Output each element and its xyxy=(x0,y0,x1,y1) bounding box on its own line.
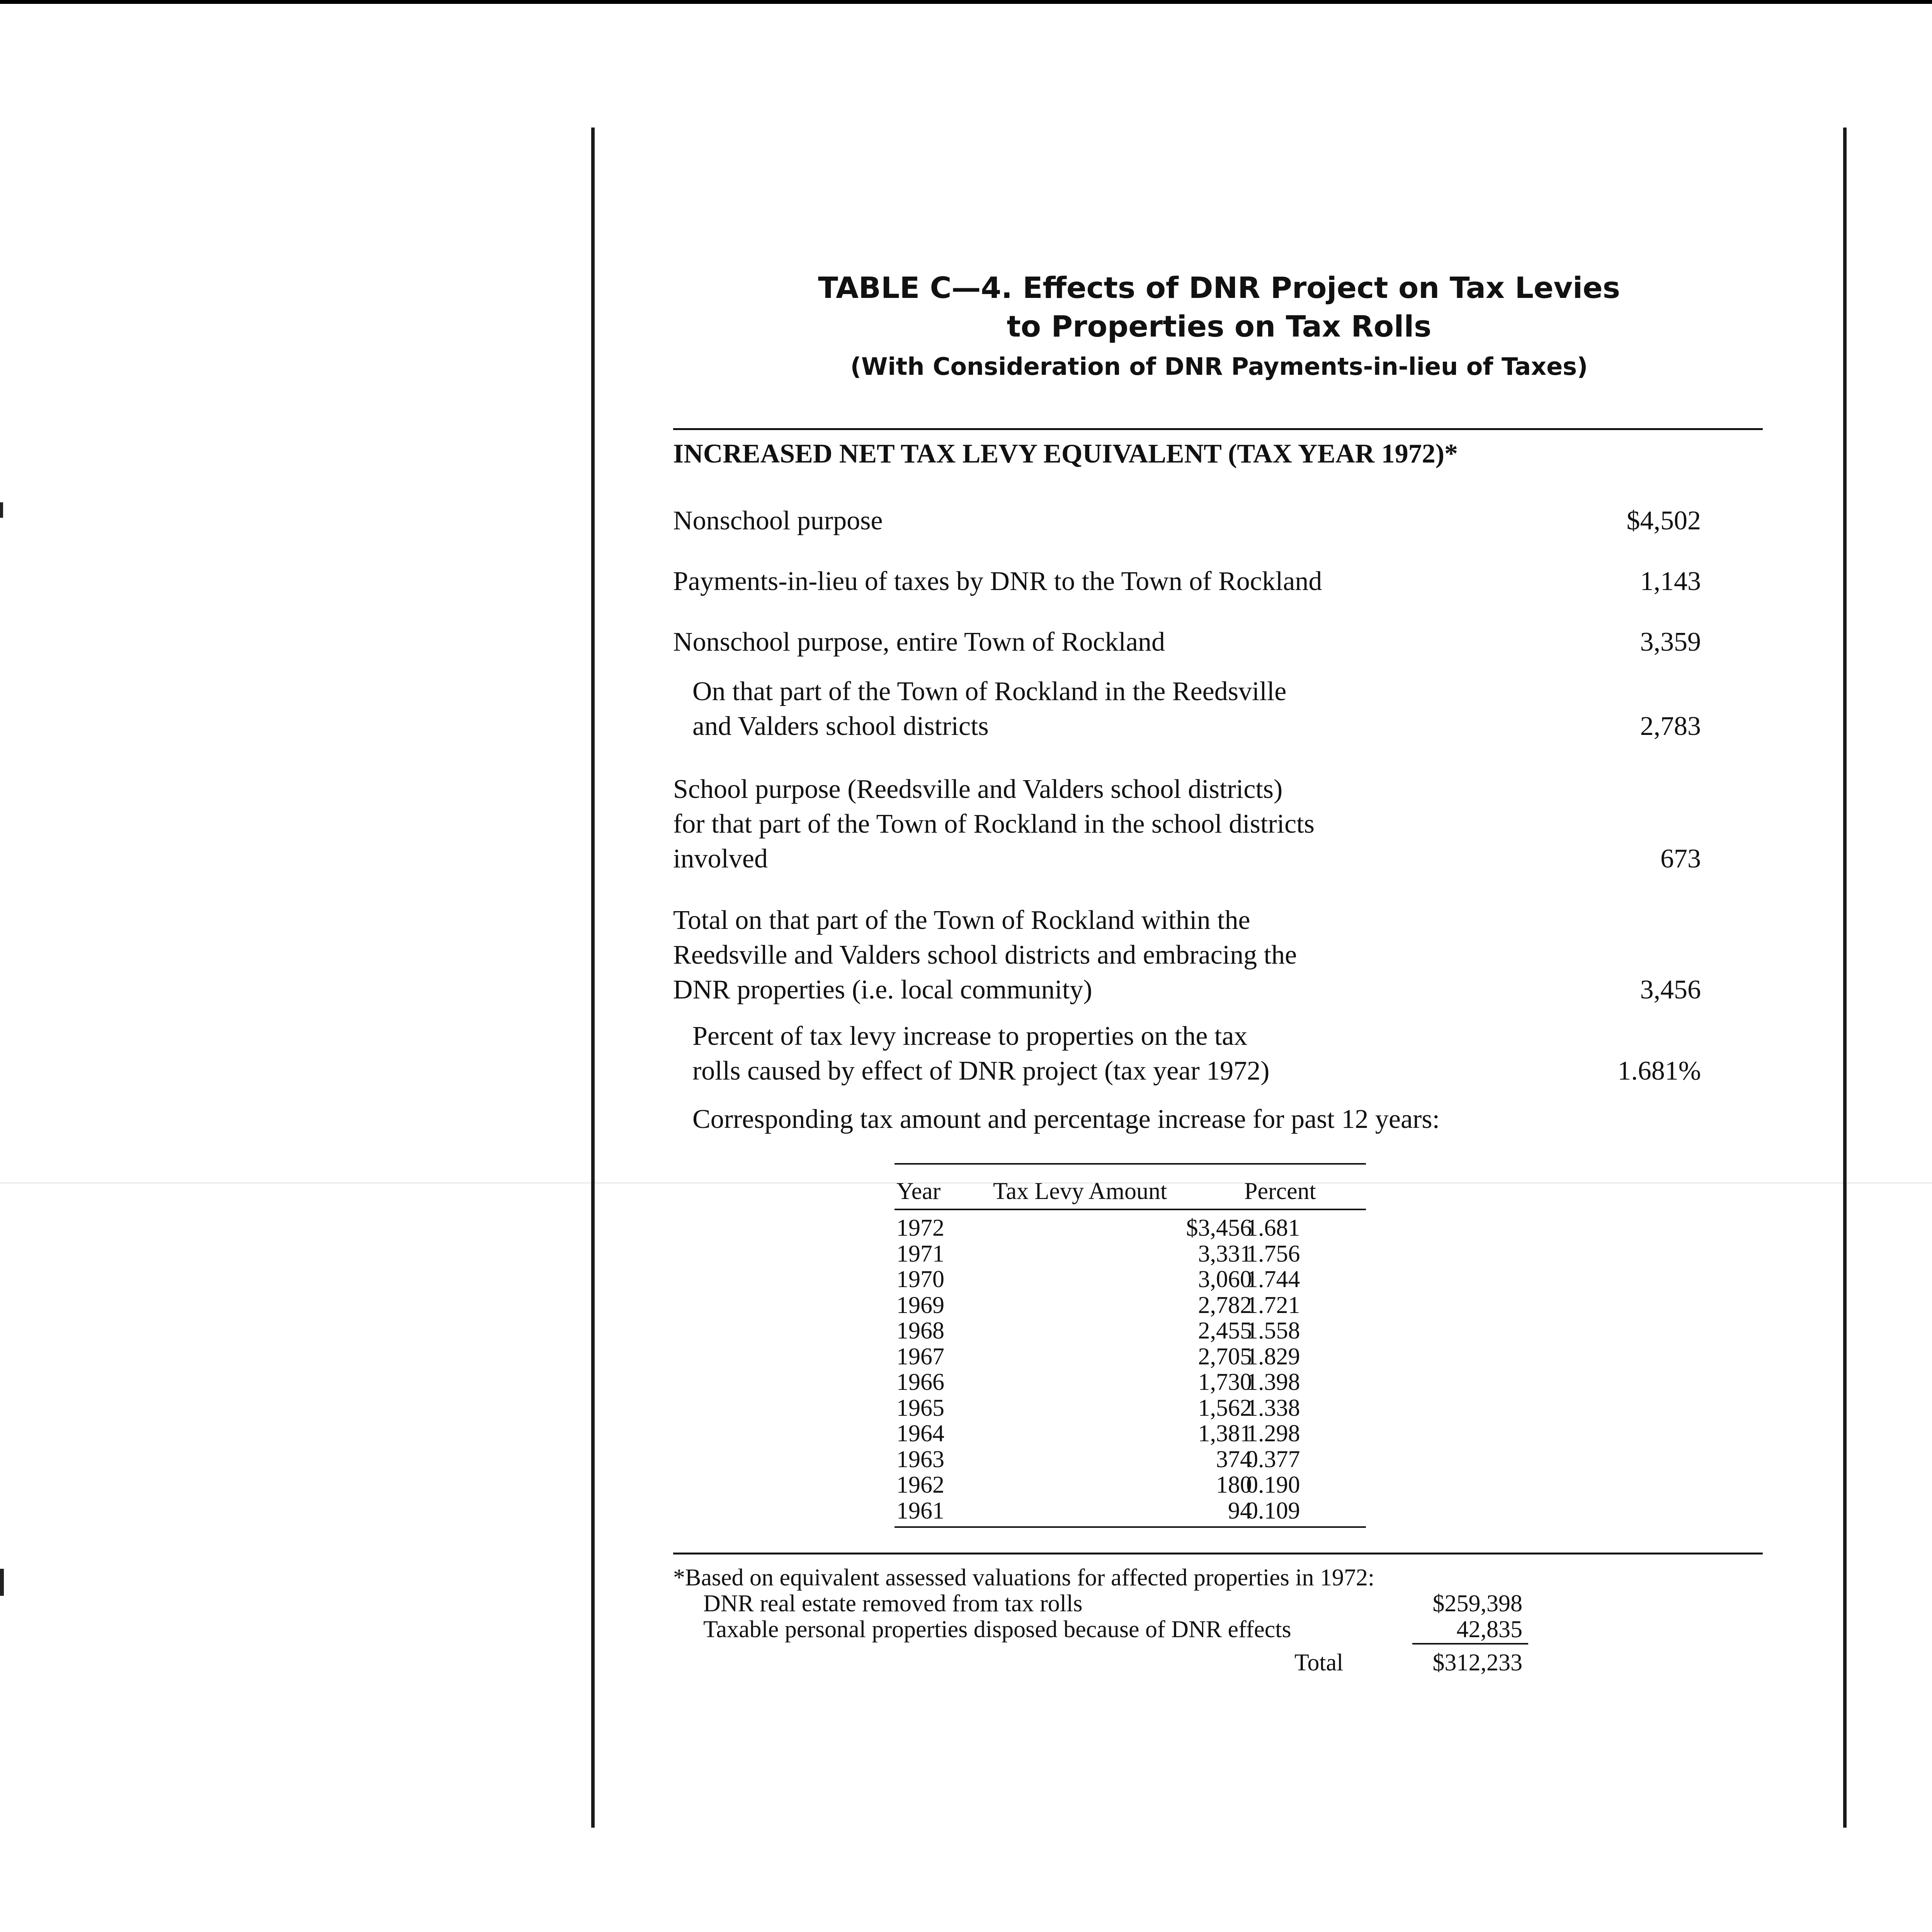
history-header-year: Year xyxy=(896,1178,941,1204)
section-heading: INCREASED NET TAX LEVY EQUIVALENT (TAX YEAR 1972)* xyxy=(673,439,1458,469)
history-year-cell: 1971 xyxy=(896,1240,944,1267)
history-amount-cell: 2,705 xyxy=(1198,1343,1252,1370)
history-amount-cell: 180 xyxy=(1216,1472,1252,1498)
history-percent-cell: 0.190 xyxy=(1246,1472,1300,1498)
levy-row xyxy=(673,503,1701,538)
levy-row xyxy=(673,903,1701,1007)
left-margin-rule xyxy=(591,128,595,1828)
history-amount-cell: 3,060 xyxy=(1198,1266,1252,1293)
history-amount-cell: 374 xyxy=(1216,1446,1252,1473)
history-percent-cell: 1.338 xyxy=(1246,1395,1300,1421)
history-year-cell: 1967 xyxy=(896,1343,944,1370)
history-year-cell: 1962 xyxy=(896,1472,944,1498)
levy-row xyxy=(673,1019,1701,1088)
history-year-cell: 1968 xyxy=(896,1318,944,1344)
history-amount-cell: 2,782 xyxy=(1198,1292,1252,1318)
scan-edge-mark xyxy=(0,502,3,518)
history-year-cell: 1970 xyxy=(896,1266,944,1293)
footnote-divider xyxy=(673,1553,1763,1554)
history-row xyxy=(895,1421,1366,1447)
levy-row-value: 3,359 xyxy=(1640,627,1701,657)
footnote-item-label: DNR real estate removed from tax rolls xyxy=(703,1590,1083,1617)
levy-row-label: Nonschool purpose xyxy=(673,506,883,536)
history-amount-cell: 1,730 xyxy=(1198,1369,1252,1395)
history-amount-cell: $3,456 xyxy=(1186,1215,1252,1241)
history-amount-cell: 3,331 xyxy=(1198,1240,1252,1267)
history-year-cell: 1964 xyxy=(896,1420,944,1447)
corresponding-line: Corresponding tax amount and percentage increase for past 12 years: xyxy=(692,1104,1440,1134)
levy-row xyxy=(673,772,1701,876)
levy-row-value: 1,143 xyxy=(1640,566,1701,596)
history-percent-cell: 1.756 xyxy=(1246,1240,1300,1267)
footnote-total-label: Total xyxy=(1294,1650,1344,1676)
levy-row-label: On that part of the Town of Rockland in the Reedsville and Valders school districts xyxy=(692,677,1287,741)
levy-row-value: 3,456 xyxy=(1640,975,1701,1005)
history-percent-cell: 0.109 xyxy=(1246,1497,1300,1524)
history-year-cell: 1966 xyxy=(896,1369,944,1395)
levy-row xyxy=(673,625,1701,660)
history-row xyxy=(895,1318,1366,1344)
levy-row-value: 2,783 xyxy=(1640,711,1701,741)
history-row xyxy=(895,1344,1366,1370)
table-subtitle: (With Consideration of DNR Payments-in-lieu of Taxes) xyxy=(850,352,1588,381)
history-percent-cell: 1.398 xyxy=(1246,1369,1300,1395)
history-percent-cell: 1.681 xyxy=(1246,1215,1300,1241)
scan-edge-mark xyxy=(0,1569,4,1596)
history-year-cell: 1965 xyxy=(896,1395,944,1421)
levy-row-value: 673 xyxy=(1660,844,1701,874)
levy-row-label: Total on that part of the Town of Rockland within the Reedsville and Valders school districts and embracing the DNR properties (i.e. local community) xyxy=(673,905,1297,1005)
levy-row-value: 1.681% xyxy=(1617,1056,1701,1086)
table-title-line-2: to Properties on Tax Rolls xyxy=(1007,309,1432,344)
history-year-cell: 1963 xyxy=(896,1446,944,1473)
page-top-border xyxy=(0,0,1932,4)
history-percent-cell: 1.829 xyxy=(1246,1343,1300,1370)
history-row xyxy=(895,1472,1366,1498)
history-table-bottom-rule xyxy=(895,1526,1366,1528)
levy-row-value: $4,502 xyxy=(1626,506,1701,536)
footnote-total-value: $312,233 xyxy=(1432,1650,1522,1676)
levy-row-label: School purpose (Reedsville and Valders school districts) for that part of the Town of Rockland in the school districts involved xyxy=(673,774,1315,874)
history-year-cell: 1961 xyxy=(896,1497,944,1524)
history-percent-cell: 1.721 xyxy=(1246,1292,1300,1318)
history-row xyxy=(895,1267,1366,1293)
history-row xyxy=(895,1498,1366,1524)
history-table-header-rule xyxy=(895,1209,1366,1210)
history-row xyxy=(895,1447,1366,1473)
history-row xyxy=(895,1241,1366,1267)
history-year-cell: 1969 xyxy=(896,1292,944,1318)
history-amount-cell: 94 xyxy=(1228,1497,1252,1524)
top-divider xyxy=(673,428,1763,430)
levy-row-label: Payments-in-lieu of taxes by DNR to the Town of Rockland xyxy=(673,566,1322,596)
history-row xyxy=(895,1293,1366,1318)
history-amount-cell: 2,455 xyxy=(1198,1318,1252,1344)
footnote-intro: *Based on equivalent assessed valuations for affected properties in 1972: xyxy=(673,1565,1375,1591)
history-header-percent: Percent xyxy=(1244,1178,1316,1204)
history-header-amount: Tax Levy Amount xyxy=(993,1178,1167,1204)
scan-fold-line xyxy=(0,1182,1932,1184)
history-percent-cell: 1.298 xyxy=(1246,1420,1300,1447)
history-percent-cell: 0.377 xyxy=(1246,1446,1300,1473)
history-year-cell: 1972 xyxy=(896,1215,944,1241)
history-amount-cell: 1,562 xyxy=(1198,1395,1252,1421)
history-table-top-rule xyxy=(895,1163,1366,1165)
history-row xyxy=(895,1215,1366,1241)
levy-row-label: Nonschool purpose, entire Town of Rockland xyxy=(673,627,1165,657)
history-row xyxy=(895,1395,1366,1421)
levy-row-label: Percent of tax levy increase to properties on the tax rolls caused by effect of DNR project (tax year 1972) xyxy=(692,1021,1270,1086)
right-margin-rule xyxy=(1843,128,1847,1828)
footnote-item-value: $259,398 xyxy=(1432,1590,1522,1617)
history-table-body xyxy=(895,1215,1366,1524)
footnote-item-label: Taxable personal properties disposed because of DNR effects xyxy=(703,1616,1291,1643)
levy-row xyxy=(673,674,1701,744)
levy-row xyxy=(673,564,1701,599)
history-percent-cell: 1.558 xyxy=(1246,1318,1300,1344)
footnote-item-value: 42,835 xyxy=(1456,1616,1522,1643)
history-row xyxy=(895,1369,1366,1395)
footnote-sum-rule xyxy=(1412,1643,1528,1645)
history-amount-cell: 1,381 xyxy=(1198,1420,1252,1447)
history-percent-cell: 1.744 xyxy=(1246,1266,1300,1293)
table-title-line-1: TABLE C—4. Effects of DNR Project on Tax Levies xyxy=(818,270,1620,305)
